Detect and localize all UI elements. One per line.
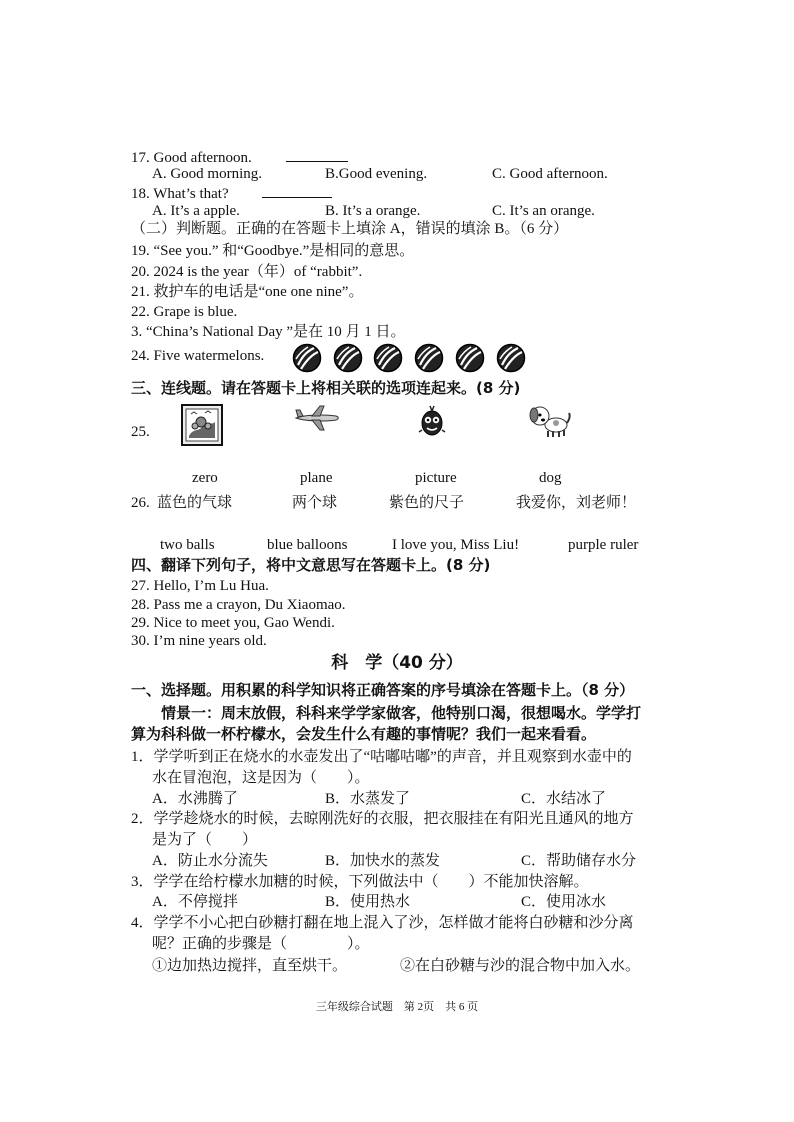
- page-footer: 三年级综合试题 第 2页 共 6 页: [315, 1001, 479, 1013]
- science-q2-line-2: 是为了（ ）: [152, 832, 258, 848]
- watermelon-icon: [414, 343, 444, 373]
- option-c: C. It’s an orange.: [492, 203, 595, 219]
- translate-item-28: 28. Pass me a crayon, Du Xiaomao.: [131, 597, 346, 613]
- scenario-line-1: 情景一：周末放假，科科来学学家做客，他特别口渴，很想喝水。学学打: [161, 704, 642, 722]
- match-chinese-4: 我爱你，刘老师！: [516, 495, 637, 511]
- translate-item-27: 27. Hello, I’m Lu Hua.: [131, 578, 269, 594]
- science-q1-line-2: 水在冒泡泡，这是因为（ ）。: [152, 770, 370, 786]
- science-q4-line-1: 4．学学不小心把白砂糖打翻在地上混入了沙，怎样做才能将白砂糖和沙分离: [131, 915, 634, 931]
- match-english-2: blue balloons: [267, 537, 348, 553]
- translate-item-30: 30. I’m nine years old.: [131, 633, 267, 649]
- section-4-heading: 四、翻译下列句子，将中文意思写在答题卡上。(8 分): [131, 556, 491, 574]
- question-17: [131, 147, 348, 167]
- option-b: B. It’s a orange.: [325, 203, 421, 219]
- translate-item-29: 29. Nice to meet you, Gao Wendi.: [131, 615, 335, 631]
- judge-item-20: 20. 2024 is the year（年）of “rabbit”.: [131, 264, 363, 280]
- match-english-3: I love you, Miss Liu!: [392, 537, 520, 553]
- section-2-heading: （二）判断题。正确的在答题卡上填涂 A，错误的填涂 B。（6 分）: [131, 221, 569, 237]
- scenario-line-2: 算为科科做一杯柠檬水，会发生什么有趣的事情呢？我们一起来看看。: [131, 725, 597, 743]
- question-25-number: 25.: [131, 424, 150, 440]
- option-a: A．水沸腾了: [152, 791, 238, 807]
- balloon-face-icon: [417, 404, 447, 440]
- judge-item-21: 21. 救护车的电话是“one one nine”。: [131, 284, 364, 300]
- answer-blank: [286, 147, 348, 162]
- answer-blank: [262, 183, 332, 198]
- science-title: 科 学（40 分）: [331, 653, 463, 673]
- option-c: C．帮助储存水分: [521, 853, 637, 869]
- match-word-zero: zero: [192, 470, 218, 486]
- watermelon-icon: [496, 343, 526, 373]
- option-a: A. Good morning.: [152, 166, 262, 182]
- option-a: A. It’s a apple.: [152, 203, 240, 219]
- match-english-4: purple ruler: [568, 537, 639, 553]
- watermelon-icon: [333, 343, 363, 373]
- judge-item-24: 24. Five watermelons.: [131, 348, 265, 364]
- question-18-stem: 18. What’s that?: [131, 186, 229, 202]
- option-b: B．加快水的蒸发: [325, 853, 441, 869]
- judge-item-23: 3. “China’s National Day ”是在 10 月 1 日。: [131, 324, 406, 340]
- science-q3-line-1: 3．学学在给柠檬水加糖的时候，下列做法中（ ）不能加快溶解。: [131, 874, 589, 890]
- judge-item-22: 22. Grape is blue.: [131, 304, 238, 320]
- question-26-number: 26.: [131, 495, 150, 511]
- match-english-1: two balls: [160, 537, 215, 553]
- science-q1-line-1: 1．学学听到正在烧水的水壶发出了“咕嘟咕嘟”的声音，并且观察到水壶中的: [131, 749, 632, 765]
- option-a: A．防止水分流失: [152, 853, 268, 869]
- science-q4-step-1: ①边加热边搅拌，直至烘干。: [152, 958, 348, 974]
- dog-icon: [526, 403, 572, 439]
- option-b: B．水蒸发了: [325, 791, 411, 807]
- watermelon-icon: [373, 343, 403, 373]
- match-chinese-1: 蓝色的气球: [157, 495, 233, 511]
- watermelon-icon: [292, 343, 322, 373]
- judge-item-19: 19. “See you.” 和“Goodbye.”是相同的意思。: [131, 243, 415, 259]
- science-q4-line-2: 呢？正确的步骤是（ ）。: [152, 936, 370, 952]
- question-17-stem: 17. Good afternoon.: [131, 150, 252, 166]
- option-b: B．使用热水: [325, 894, 411, 910]
- option-b: B.Good evening.: [325, 166, 428, 182]
- section-3-heading: 三、连线题。请在答题卡上将相关联的选项连起来。(8 分): [131, 379, 521, 397]
- match-word-plane: plane: [300, 470, 333, 486]
- science-q4-step-2: ②在白砂糖与沙的混合物中加入水。: [400, 958, 641, 974]
- plane-icon: [294, 404, 340, 432]
- match-chinese-3: 紫色的尺子: [389, 495, 465, 511]
- option-c: C. Good afternoon.: [492, 166, 608, 182]
- science-section-1-heading: 一、选择题。用积累的科学知识将正确答案的序号填涂在答题卡上。（8 分）: [131, 681, 635, 699]
- option-c: C．使用冰水: [521, 894, 607, 910]
- science-q2-line-1: 2．学学趁烧水的时候，去晾刚洗好的衣服，把衣服挂在有阳光且通风的地方: [131, 811, 634, 827]
- option-c: C．水结冰了: [521, 791, 607, 807]
- watermelon-icon: [455, 343, 485, 373]
- match-word-picture: picture: [415, 470, 457, 486]
- question-18: [131, 183, 332, 203]
- match-word-dog: dog: [539, 470, 562, 486]
- picture-frame-icon: [181, 404, 223, 446]
- match-chinese-2: 两个球: [292, 495, 338, 511]
- option-a: A．不停搅拌: [152, 894, 238, 910]
